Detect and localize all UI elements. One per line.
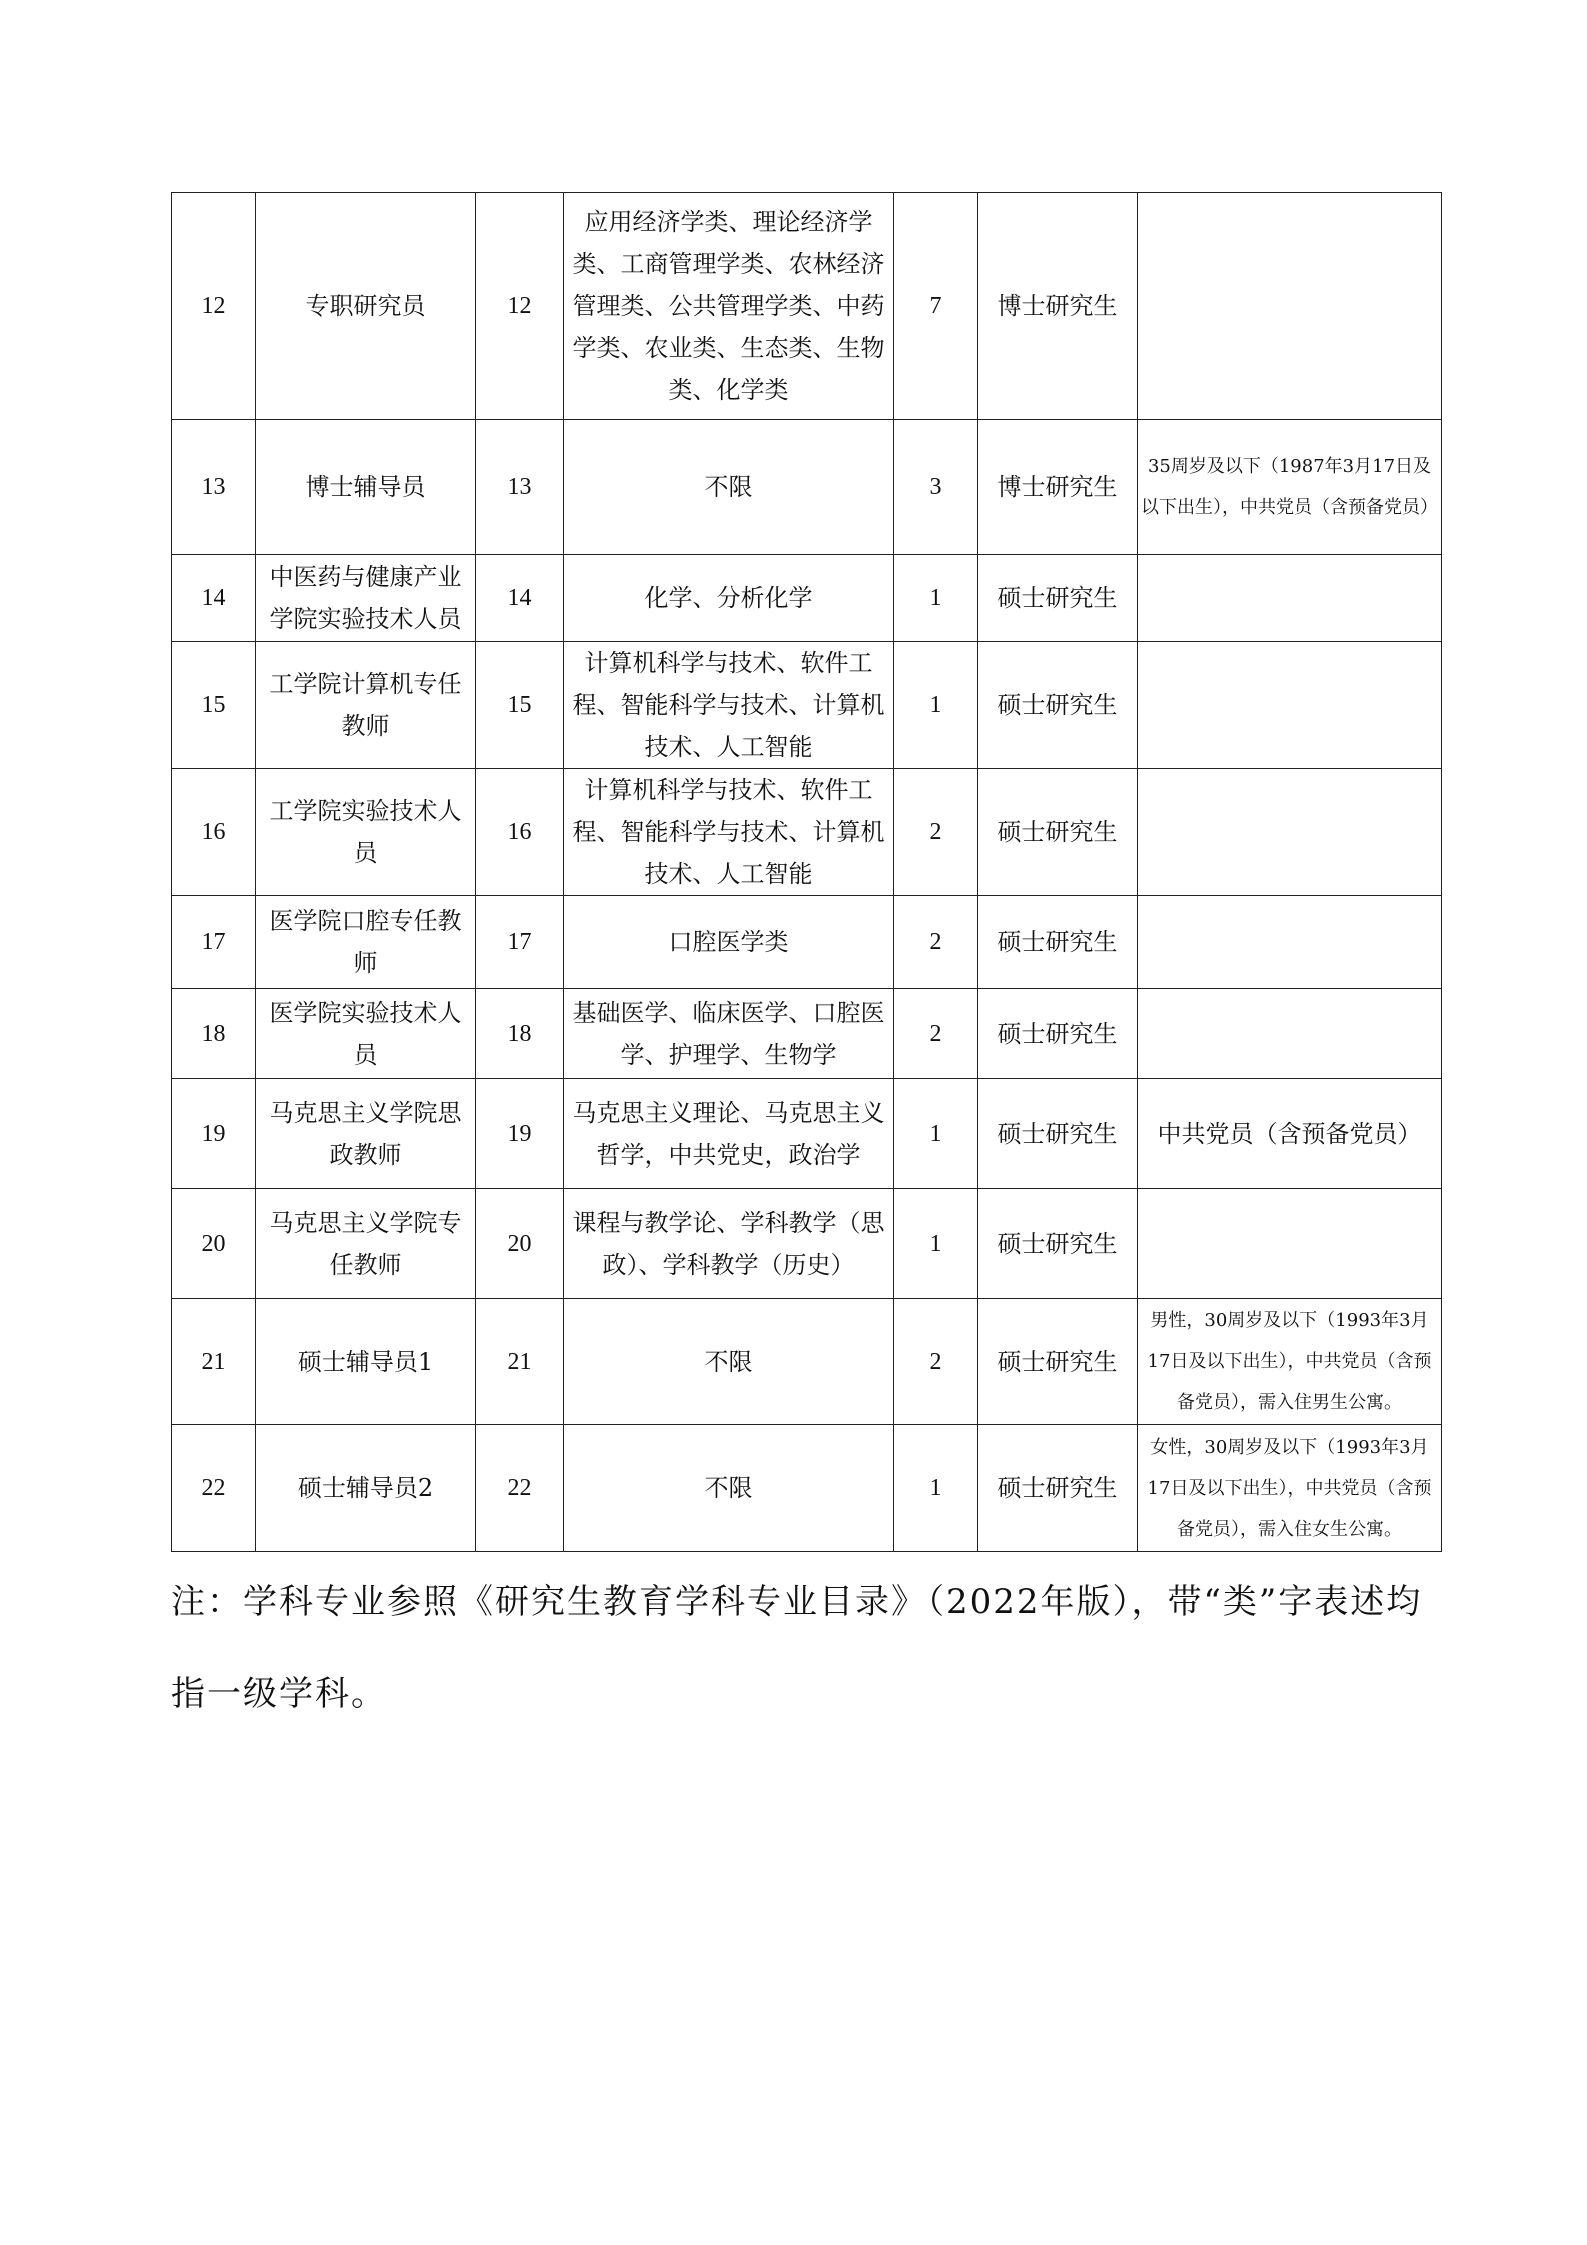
cell-position: 马克思主义学院思政教师 xyxy=(256,1079,476,1189)
cell-position: 硕士辅导员1 xyxy=(256,1299,476,1425)
cell-degree: 博士研究生 xyxy=(978,193,1138,420)
table-row xyxy=(172,642,1442,769)
cell-position: 中医药与健康产业学院实验技术人员 xyxy=(256,555,476,642)
cell-count: 2 xyxy=(894,896,978,989)
cell-seq: 13 xyxy=(172,420,256,555)
footnote: 注：学科专业参照《研究生教育学科专业目录》（2022年版），带“类”字表述均指一级学科。 xyxy=(171,1582,1423,1714)
cell-remark: 35周岁及以下（1987年3月17日及以下出生），中共党员（含预备党员） xyxy=(1138,420,1442,555)
cell-remark xyxy=(1138,896,1442,989)
cell-degree: 硕士研究生 xyxy=(978,1079,1138,1189)
cell-major: 计算机科学与技术、软件工程、智能科学与技术、计算机技术、人工智能 xyxy=(564,769,894,896)
cell-seq: 17 xyxy=(172,896,256,989)
table-row xyxy=(172,555,1442,642)
cell-code: 16 xyxy=(476,769,564,896)
cell-seq: 18 xyxy=(172,989,256,1079)
cell-degree: 硕士研究生 xyxy=(978,1189,1138,1299)
cell-position: 博士辅导员 xyxy=(256,420,476,555)
cell-position: 专职研究员 xyxy=(256,193,476,420)
cell-position: 工学院实验技术人员 xyxy=(256,769,476,896)
cell-seq: 20 xyxy=(172,1189,256,1299)
cell-code: 14 xyxy=(476,555,564,642)
cell-degree: 博士研究生 xyxy=(978,420,1138,555)
cell-count: 1 xyxy=(894,1425,978,1552)
cell-code: 19 xyxy=(476,1079,564,1189)
cell-count: 1 xyxy=(894,1079,978,1189)
cell-code: 12 xyxy=(476,193,564,420)
cell-count: 7 xyxy=(894,193,978,420)
cell-position: 硕士辅导员2 xyxy=(256,1425,476,1552)
cell-remark: 女性，30周岁及以下（1993年3月17日及以下出生），中共党员（含预备党员），需入住女生公寓。 xyxy=(1138,1425,1442,1552)
cell-seq: 12 xyxy=(172,193,256,420)
cell-major: 马克思主义理论、马克思主义哲学，中共党史，政治学 xyxy=(564,1079,894,1189)
cell-count: 2 xyxy=(894,769,978,896)
cell-count: 1 xyxy=(894,1189,978,1299)
cell-major: 应用经济学类、理论经济学类、工商管理学类、农林经济管理类、公共管理学类、中药学类、农业类、生态类、生物类、化学类 xyxy=(564,193,894,420)
cell-remark xyxy=(1138,769,1442,896)
cell-code: 21 xyxy=(476,1299,564,1425)
table-row xyxy=(172,1425,1442,1552)
table-row xyxy=(172,193,1442,420)
table-row xyxy=(172,896,1442,989)
cell-seq: 14 xyxy=(172,555,256,642)
cell-remark: 男性，30周岁及以下（1993年3月17日及以下出生），中共党员（含预备党员），需入住男生公寓。 xyxy=(1138,1299,1442,1425)
table-row xyxy=(172,1189,1442,1299)
cell-degree: 硕士研究生 xyxy=(978,1299,1138,1425)
cell-degree: 硕士研究生 xyxy=(978,896,1138,989)
cell-seq: 19 xyxy=(172,1079,256,1189)
cell-major: 化学、分析化学 xyxy=(564,555,894,642)
cell-count: 1 xyxy=(894,555,978,642)
cell-degree: 硕士研究生 xyxy=(978,989,1138,1079)
cell-major: 计算机科学与技术、软件工程、智能科学与技术、计算机技术、人工智能 xyxy=(564,642,894,769)
cell-code: 17 xyxy=(476,896,564,989)
cell-position: 马克思主义学院专任教师 xyxy=(256,1189,476,1299)
cell-position: 医学院实验技术人员 xyxy=(256,989,476,1079)
table-row xyxy=(172,1299,1442,1425)
cell-major: 不限 xyxy=(564,1299,894,1425)
cell-major: 不限 xyxy=(564,1425,894,1552)
cell-major: 口腔医学类 xyxy=(564,896,894,989)
cell-degree: 硕士研究生 xyxy=(978,555,1138,642)
cell-major: 课程与教学论、学科教学（思政）、学科教学（历史） xyxy=(564,1189,894,1299)
cell-code: 20 xyxy=(476,1189,564,1299)
cell-remark xyxy=(1138,555,1442,642)
cell-count: 3 xyxy=(894,420,978,555)
cell-code: 18 xyxy=(476,989,564,1079)
cell-code: 15 xyxy=(476,642,564,769)
cell-degree: 硕士研究生 xyxy=(978,1425,1138,1552)
cell-position: 医学院口腔专任教师 xyxy=(256,896,476,989)
cell-remark xyxy=(1138,1189,1442,1299)
cell-seq: 16 xyxy=(172,769,256,896)
cell-major: 基础医学、临床医学、口腔医学、护理学、生物学 xyxy=(564,989,894,1079)
cell-major: 不限 xyxy=(564,420,894,555)
cell-position: 工学院计算机专任教师 xyxy=(256,642,476,769)
cell-count: 2 xyxy=(894,1299,978,1425)
cell-seq: 22 xyxy=(172,1425,256,1552)
table-row xyxy=(172,1079,1442,1189)
table-row xyxy=(172,420,1442,555)
cell-code: 13 xyxy=(476,420,564,555)
cell-count: 2 xyxy=(894,989,978,1079)
cell-count: 1 xyxy=(894,642,978,769)
cell-seq: 21 xyxy=(172,1299,256,1425)
cell-code: 22 xyxy=(476,1425,564,1552)
cell-degree: 硕士研究生 xyxy=(978,769,1138,896)
cell-degree: 硕士研究生 xyxy=(978,642,1138,769)
recruitment-table xyxy=(171,192,1442,1552)
table-row xyxy=(172,769,1442,896)
table-row xyxy=(172,989,1442,1079)
cell-remark xyxy=(1138,193,1442,420)
cell-remark: 中共党员（含预备党员） xyxy=(1138,1079,1442,1189)
cell-remark xyxy=(1138,642,1442,769)
cell-remark xyxy=(1138,989,1442,1079)
cell-seq: 15 xyxy=(172,642,256,769)
